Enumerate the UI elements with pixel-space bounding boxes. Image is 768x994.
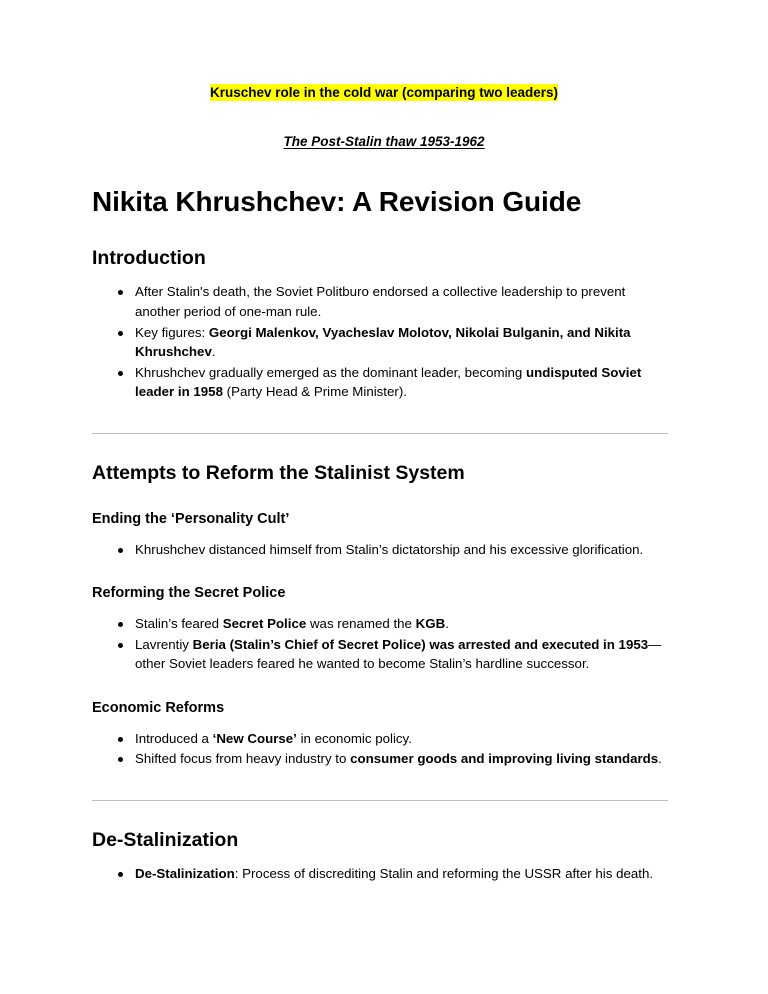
bullet-list-destalinization bbox=[92, 853, 670, 884]
body-text: was renamed the bbox=[306, 616, 416, 632]
emphasis-text: De-Stalinization bbox=[135, 866, 235, 882]
emphasis-text: undisputed Soviet leader in 1958 bbox=[135, 364, 642, 400]
subsection-heading-personality-cult: Ending the ‘Personality Cult’ bbox=[92, 511, 290, 527]
section-heading-introduction: Introduction bbox=[92, 247, 206, 270]
list-item bbox=[92, 540, 670, 560]
section-heading-reform: Attempts to Reform the Stalinist System bbox=[92, 461, 465, 484]
page-title: Nikita Khrushchev: A Revision Guide bbox=[92, 186, 582, 218]
rule-spacer-bottom bbox=[0, 770, 768, 800]
emphasis-text: ‘New Course’ bbox=[212, 730, 297, 746]
list-item bbox=[92, 323, 670, 362]
highlighted-header-text: Kruschev role in the cold war (comparing two leaders) bbox=[209, 85, 559, 100]
bullet-list-introduction bbox=[92, 271, 670, 401]
document-content-reform bbox=[0, 434, 768, 769]
body-text: . bbox=[445, 616, 449, 632]
list-item bbox=[92, 363, 670, 402]
bullet-list-secret-police bbox=[92, 603, 670, 674]
body-text: Introduced a bbox=[135, 730, 213, 746]
rule-spacer-top bbox=[0, 403, 768, 433]
body-text: Lavrentiy bbox=[135, 636, 193, 652]
body-text: —other Soviet leaders feared he wanted to become Stalin’s hardline successor. bbox=[135, 636, 662, 672]
emphasis-text: Secret Police bbox=[222, 616, 307, 632]
body-text: . bbox=[658, 751, 662, 767]
emphasis-text: Georgi Malenkov, Vyacheslav Molotov, Nikolai Bulganin, and Nikita Khrushchev bbox=[135, 324, 631, 360]
list-item bbox=[92, 635, 670, 674]
body-text: (Party Head & Prime Minister). bbox=[222, 384, 407, 400]
body-text: Stalin’s feared bbox=[135, 616, 223, 632]
subsection-heading-economic-reforms: Economic Reforms bbox=[92, 699, 225, 716]
body-text: . bbox=[211, 344, 216, 360]
emphasis-text: KGB bbox=[415, 616, 446, 632]
subsection-heading-secret-police: Reforming the Secret Police bbox=[92, 585, 286, 602]
body-text: After Stalin's death, the Soviet Politburo endorsed a collective leadership to prevent another period of one-man rule. bbox=[135, 284, 626, 319]
section-heading-destalinization: De-Stalinization bbox=[92, 828, 239, 851]
body-text: Key figures: bbox=[135, 324, 209, 340]
bullet-list-personality-cult bbox=[92, 529, 670, 560]
list-item bbox=[92, 749, 670, 769]
bullet-list-economic-reforms bbox=[92, 718, 670, 769]
body-text: in economic policy. bbox=[296, 730, 412, 746]
document-header-note bbox=[0, 0, 768, 103]
document-content bbox=[0, 151, 768, 402]
body-text: Khrushchev distanced himself from Stalin’s dictatorship and his excessive glorification. bbox=[135, 541, 644, 557]
emphasis-text: consumer goods and improving living standards bbox=[350, 751, 659, 767]
document-content-destalinization bbox=[0, 801, 768, 884]
body-text: Shifted focus from heavy industry to bbox=[135, 751, 351, 767]
body-text: : Process of discrediting Stalin and reforming the USSR after his death. bbox=[234, 866, 654, 882]
list-item bbox=[92, 614, 670, 634]
list-item bbox=[92, 282, 670, 321]
list-item bbox=[92, 729, 670, 749]
list-item bbox=[92, 864, 670, 884]
body-text: Khrushchev gradually emerged as the dominant leader, becoming bbox=[135, 364, 527, 380]
document-subtitle bbox=[0, 103, 768, 152]
emphasis-text: Beria (Stalin’s Chief of Secret Police) was arrested and executed in 1953 bbox=[192, 636, 649, 652]
subtitle-text: The Post-Stalin thaw 1953-1962 bbox=[283, 133, 485, 149]
